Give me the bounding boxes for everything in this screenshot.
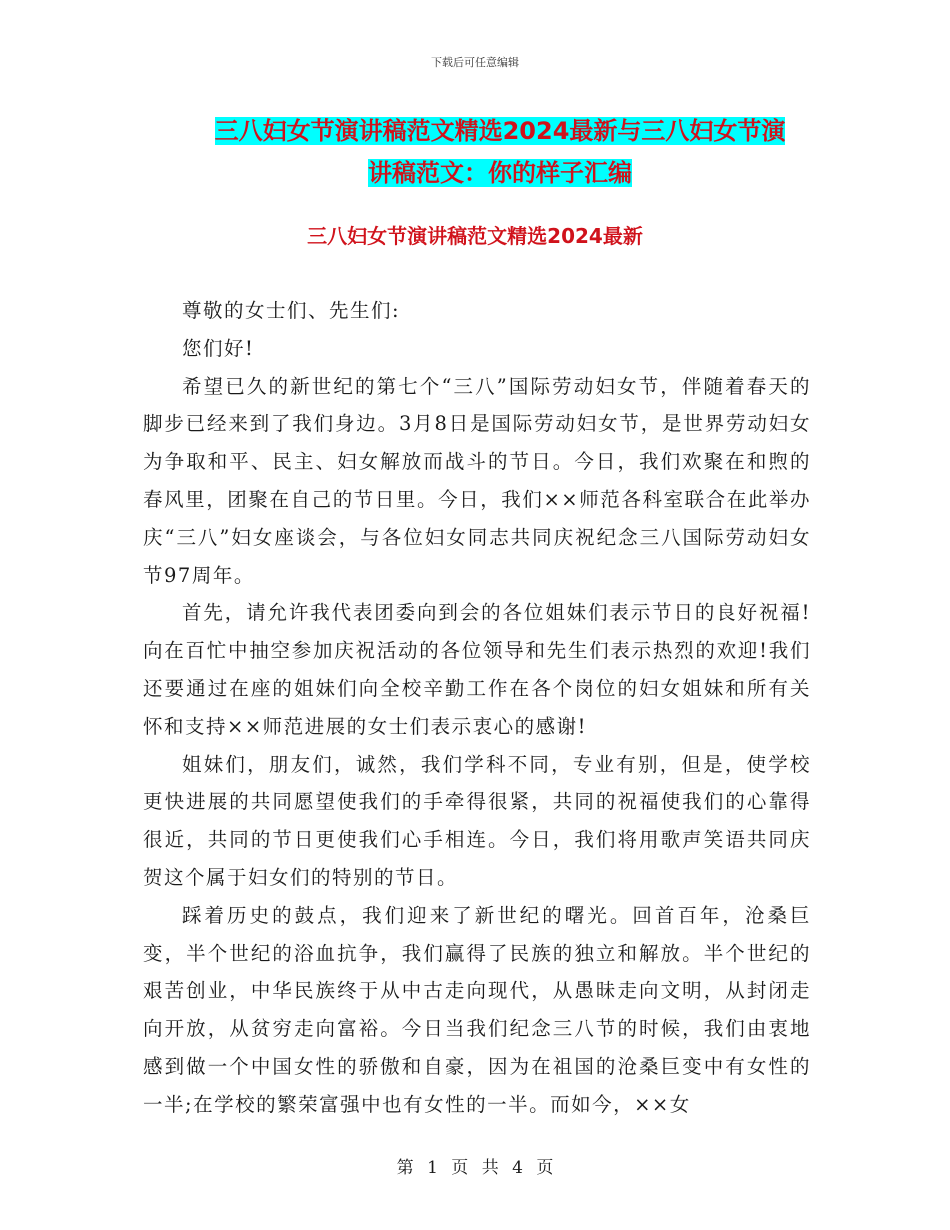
salutation: 尊敬的女士们、先生们: (182, 299, 401, 322)
paragraph: 首先，请允许我代表团委向到会的各位姐妹们表示节日的良好祝福!向在百忙中抽空参加庆祝活动的各位领导和先生们表示热烈的欢迎!我们还要通过在座的姐妹们向全校辛勤工作在各个岗位的妇女姐妹和所有关怀和支持××师范进展的女士们表示衷心的感谢! (143, 601, 811, 738)
page-footer: 第 1 页 共 4 页 (396, 1158, 554, 1178)
body-text (143, 292, 811, 1124)
document-title-line-2: 讲稿范文：你的样子汇编 (368, 159, 632, 187)
paragraph: 踩着历史的鼓点，我们迎来了新世纪的曙光。回首百年，沧桑巨变，半个世纪的浴血抗争，我们赢得了民族的独立和解放。半个世纪的艰苦创业，中华民族终于从中古走向现代，从愚昧走向文明，从封闭走向开放，从贫穷走向富裕。今日当我们纪念三八节的时候，我们由衷地感到做一个中国女性的骄傲和自豪，因为在祖国的沧桑巨变中有女性的一半;在学校的繁荣富强中也有女性的一半。而如今，××女 (143, 903, 811, 1116)
header-note: 下载后可任意编辑 (431, 56, 519, 69)
section-title: 三八妇女节演讲稿范文精选2024最新 (307, 224, 643, 248)
paragraph: 希望已久的新世纪的第七个“三八”国际劳动妇女节，伴随着春天的脚步已经来到了我们身边。3月8日是国际劳动妇女节，是世界劳动妇女为争取和平、民主、妇女解放而战斗的节日。今日，我们欢聚在和煦的春风里，团聚在自己的节日里。今日，我们××师范各科室联合在此举办庆“三八”妇女座谈会，与各位妇女同志共同庆祝纪念三八国际劳动妇女节97周年。 (143, 374, 811, 587)
greeting: 您们好! (182, 336, 255, 360)
paragraph: 姐妹们，朋友们，诚然，我们学科不同，专业有别，但是，使学校更快进展的共同愿望使我们的手牵得很紧，共同的祝福使我们的心靠得很近，共同的节日更使我们心手相连。今日，我们将用歌声笑语共同庆贺这个属于妇女们的特别的节日。 (143, 752, 811, 889)
document-title (150, 110, 850, 194)
document-title-line-1: 三八妇女节演讲稿范文精选2024最新与三八妇女节演 (214, 117, 786, 145)
